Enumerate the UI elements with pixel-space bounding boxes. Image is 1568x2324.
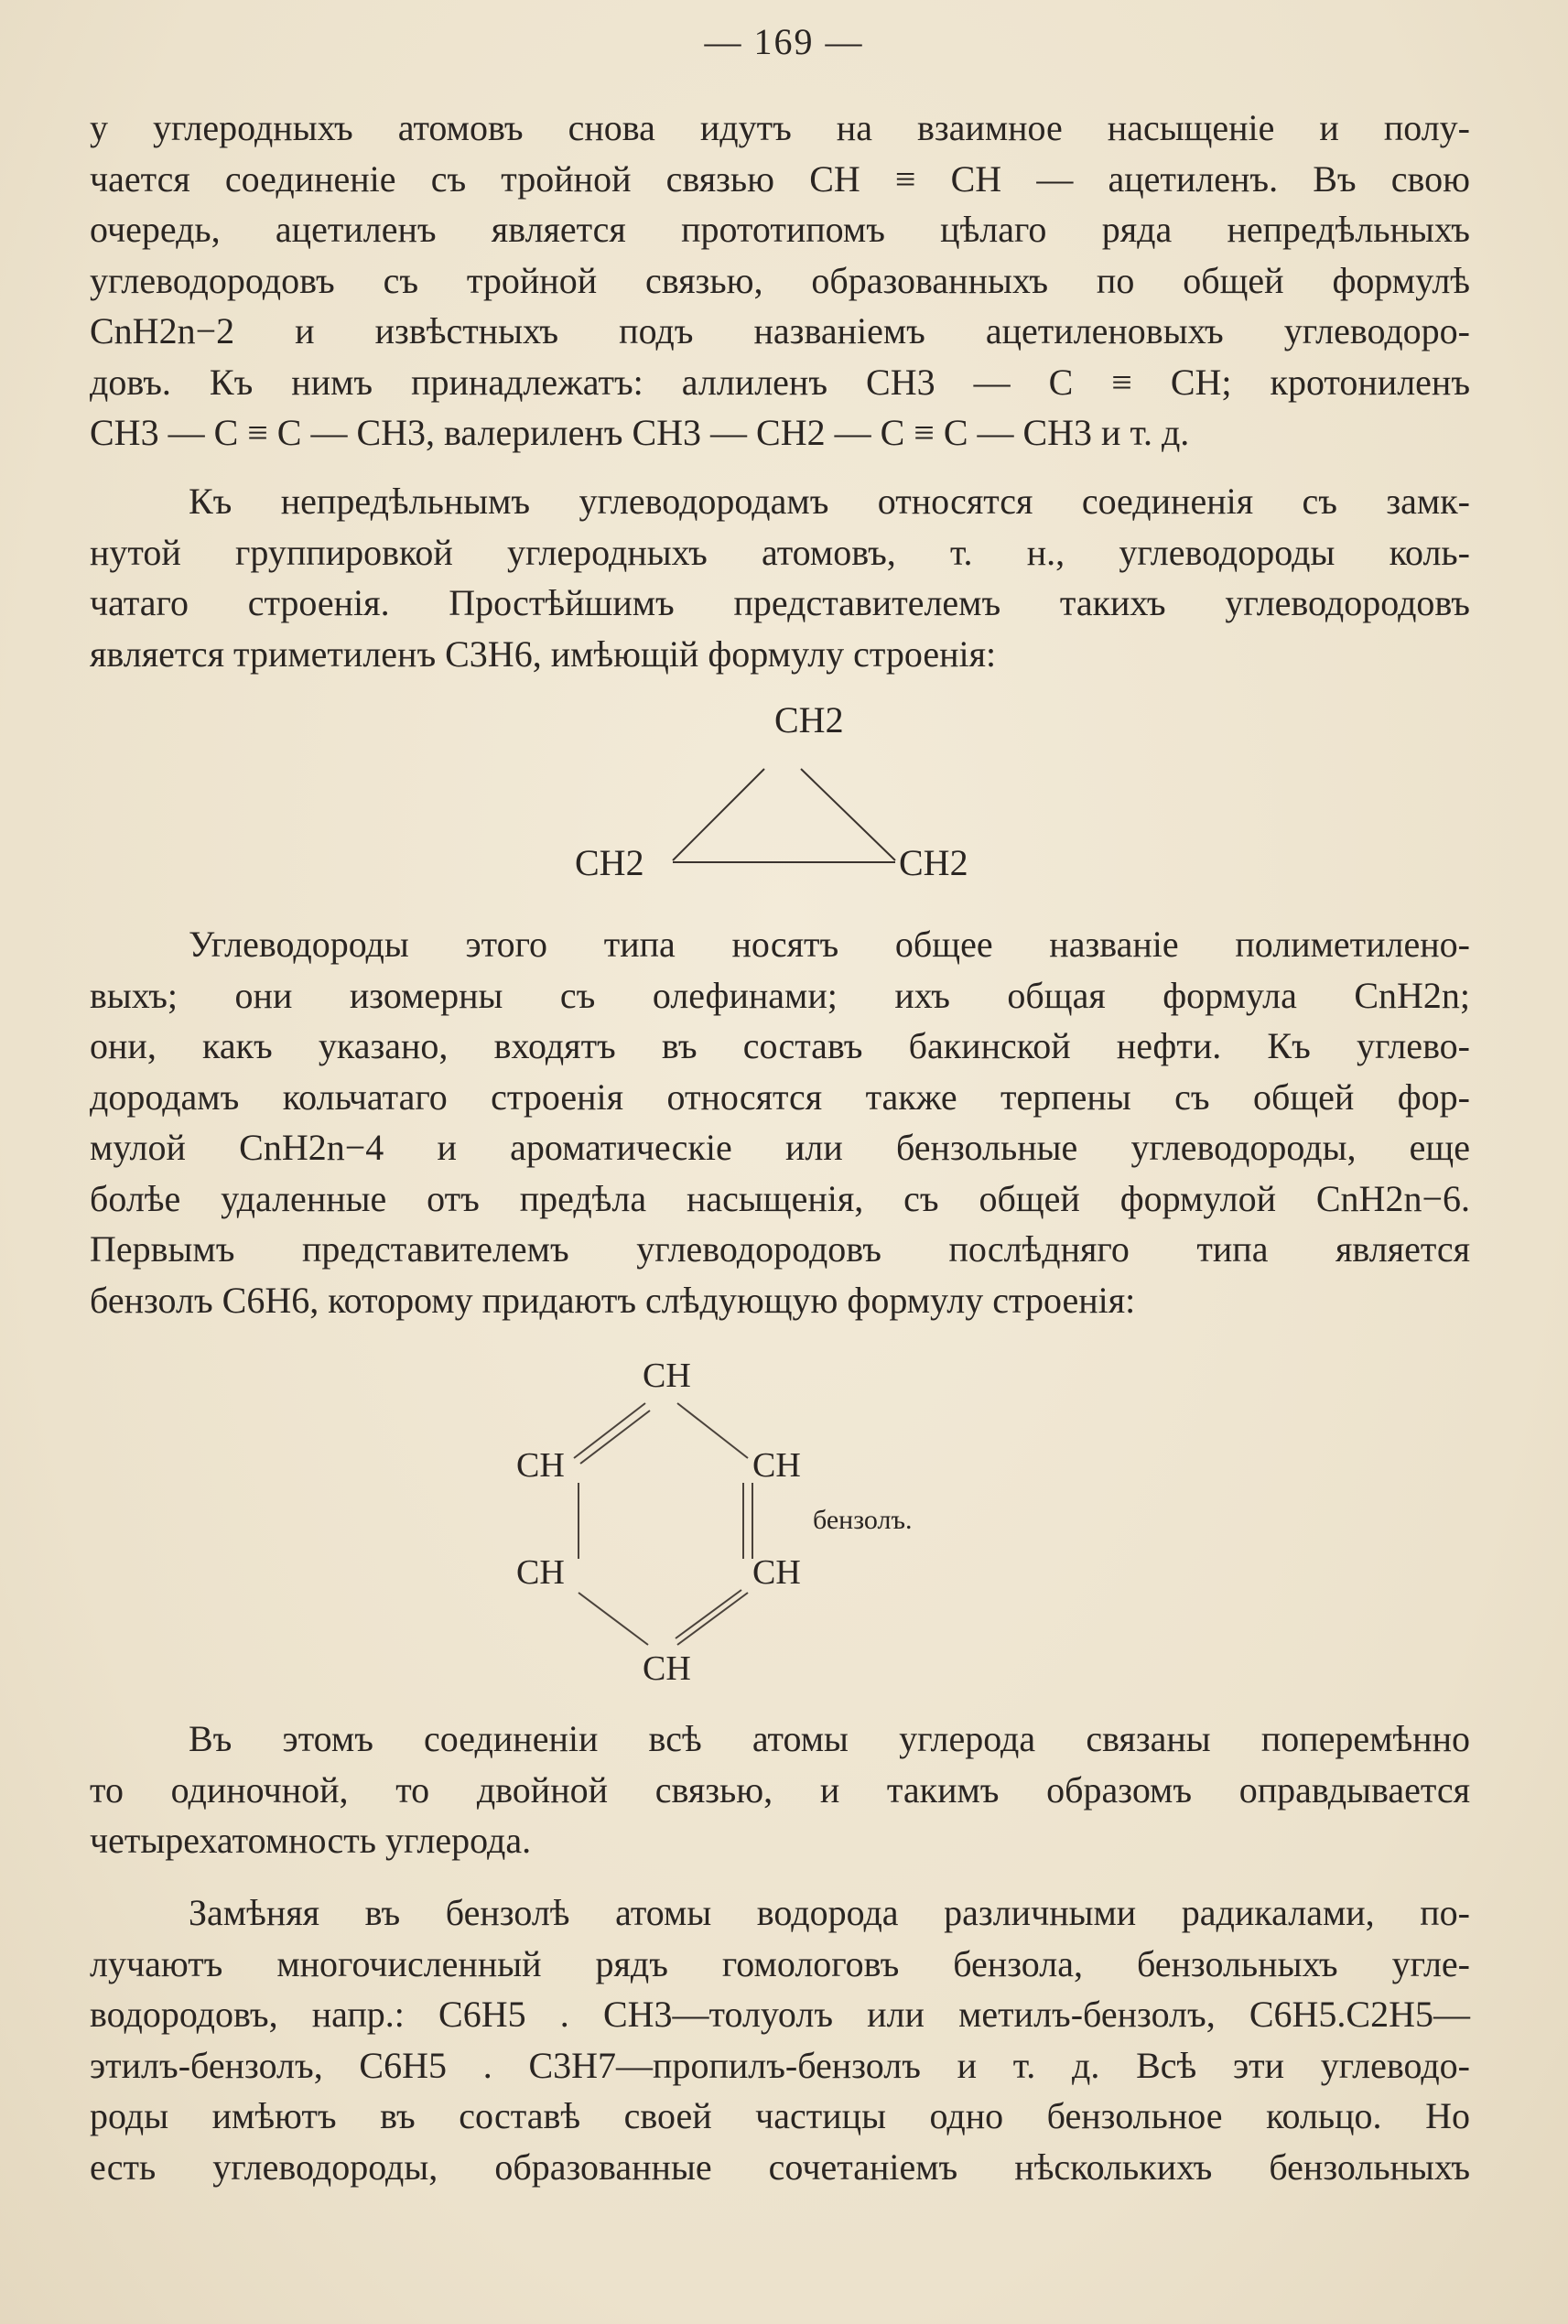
text-line: у углеродныхъ атомовъ снова идутъ на взаимное насыщеніе и полу- bbox=[90, 107, 1470, 148]
text-line: CnH2n−2 и извѣстныхъ подъ названіемъ ацетиленовыхъ углеводоро- bbox=[90, 310, 1470, 351]
atom-ch-upper-right: CH bbox=[752, 1446, 801, 1485]
paragraph-acetylene bbox=[90, 103, 1470, 459]
atom-top: CH2 bbox=[774, 705, 844, 740]
text-line: этилъ-бензолъ, C6H5 . C3H7—пропилъ-бензолъ и т. д. Всѣ эти углеводо- bbox=[90, 2044, 1470, 2086]
text-line: они, какъ указано, входятъ въ составъ бакинской нефти. Къ углево- bbox=[90, 1025, 1470, 1066]
atom-ch-bottom: CH bbox=[643, 1649, 691, 1688]
benzene-label: бензолъ. bbox=[813, 1505, 913, 1535]
text-line: Первымъ представителемъ углеводородовъ послѣдняго типа является bbox=[90, 1228, 1470, 1270]
benzene-structure-diagram bbox=[494, 1350, 1007, 1693]
atom-ch-top: CH bbox=[643, 1357, 691, 1395]
bond-line bbox=[801, 769, 895, 860]
text-line: лучаютъ многочисленный рядъ гомологовъ бензола, бензольныхъ угле- bbox=[90, 1942, 1470, 1984]
atom-right: CH2 bbox=[899, 842, 968, 883]
text-line: то одиночной, то двойной связью, и такимъ образомъ оправдывается bbox=[90, 1768, 1470, 1811]
text-line: четырехатомность углерода. bbox=[90, 1820, 532, 1861]
text-line: роды имѣютъ въ составѣ своей частицы одно бензольное кольцо. Но bbox=[90, 2095, 1470, 2136]
atom-ch-lower-right: CH bbox=[752, 1553, 801, 1592]
text-line: нутой группировкой углеродныхъ атомовъ, т. н., углеводороды коль- bbox=[90, 531, 1470, 573]
text-line: Къ непредѣльнымъ углеводородамъ относятся соединенія съ замк- bbox=[189, 481, 1470, 522]
text-line: водородовъ, напр.: C6H5 . CH3—толуолъ или метилъ-бензолъ, C6H5.C2H5— bbox=[90, 1994, 1470, 2035]
text-line: бензолъ C6H6, которому придаютъ слѣдующую формулу строенія: bbox=[90, 1279, 1136, 1321]
text-line: дородамъ кольчатаго строенія относятся также терпены съ общей фор- bbox=[90, 1076, 1470, 1118]
text-line: чатаго строенія. Простѣйшимъ представителемъ такихъ углеводородовъ bbox=[90, 582, 1470, 623]
paragraph-polymethylene bbox=[90, 919, 1470, 1325]
text-line: выхъ; они изомерны съ олефинами; ихъ общая формула CnH2n; bbox=[90, 974, 1470, 1016]
text-line: очередь, ацетиленъ является прототипомъ цѣлаго ряда непредѣльныхъ bbox=[90, 209, 1470, 250]
text-line: является триметиленъ C3H6, имѣющій формулу строенія: bbox=[90, 632, 997, 675]
atom-ch-upper-left: CH bbox=[516, 1446, 565, 1485]
paragraph-homologues bbox=[90, 1887, 1470, 2192]
text-line: мулой CnH2n−4 и ароматическіе или бензольные углеводороды, еще bbox=[90, 1127, 1470, 1168]
atom-ch-lower-left: CH bbox=[516, 1553, 565, 1592]
text-line: Въ этомъ соединеніи всѣ атомы углерода связаны поперемѣнно bbox=[189, 1718, 1470, 1759]
paragraph-benzene-bonds bbox=[90, 1713, 1470, 1866]
text-line: Замѣняя въ бензолѣ атомы водорода различными радикалами, по- bbox=[189, 1892, 1470, 1933]
text-line: CH3 — C ≡ C — CH3, валериленъ CH3 — CH2 — C ≡ C — CH3 и т. д. bbox=[90, 412, 1190, 453]
paragraph-cyclic bbox=[90, 476, 1470, 679]
text-line: болѣе удаленные отъ предѣла насыщенія, съ общей формулой CnH2n−6. bbox=[90, 1177, 1470, 1219]
text-line: углеводородовъ съ тройной связью, образованныхъ по общей формулѣ bbox=[90, 259, 1470, 301]
text-line: есть углеводороды, образованные сочетаніемъ нѣсколькихъ бензольныхъ bbox=[90, 2146, 1470, 2188]
bond-line bbox=[673, 769, 764, 860]
page-number: — 169 — bbox=[704, 21, 864, 62]
text-line: довъ. Къ нимъ принадлежатъ: аллиленъ CH3 — C ≡ CH; кротониленъ bbox=[90, 361, 1470, 403]
text-line: Углеводороды этого типа носятъ общее названіе полиметилено- bbox=[189, 924, 1470, 965]
trimethylene-structure-diagram bbox=[558, 705, 1016, 897]
text-line: чается соединеніе съ тройной связью CH ≡ CH — ацетиленъ. Въ свою bbox=[90, 157, 1470, 200]
atom-left: CH2 bbox=[575, 842, 644, 883]
benzene-bonds bbox=[574, 1403, 752, 1645]
